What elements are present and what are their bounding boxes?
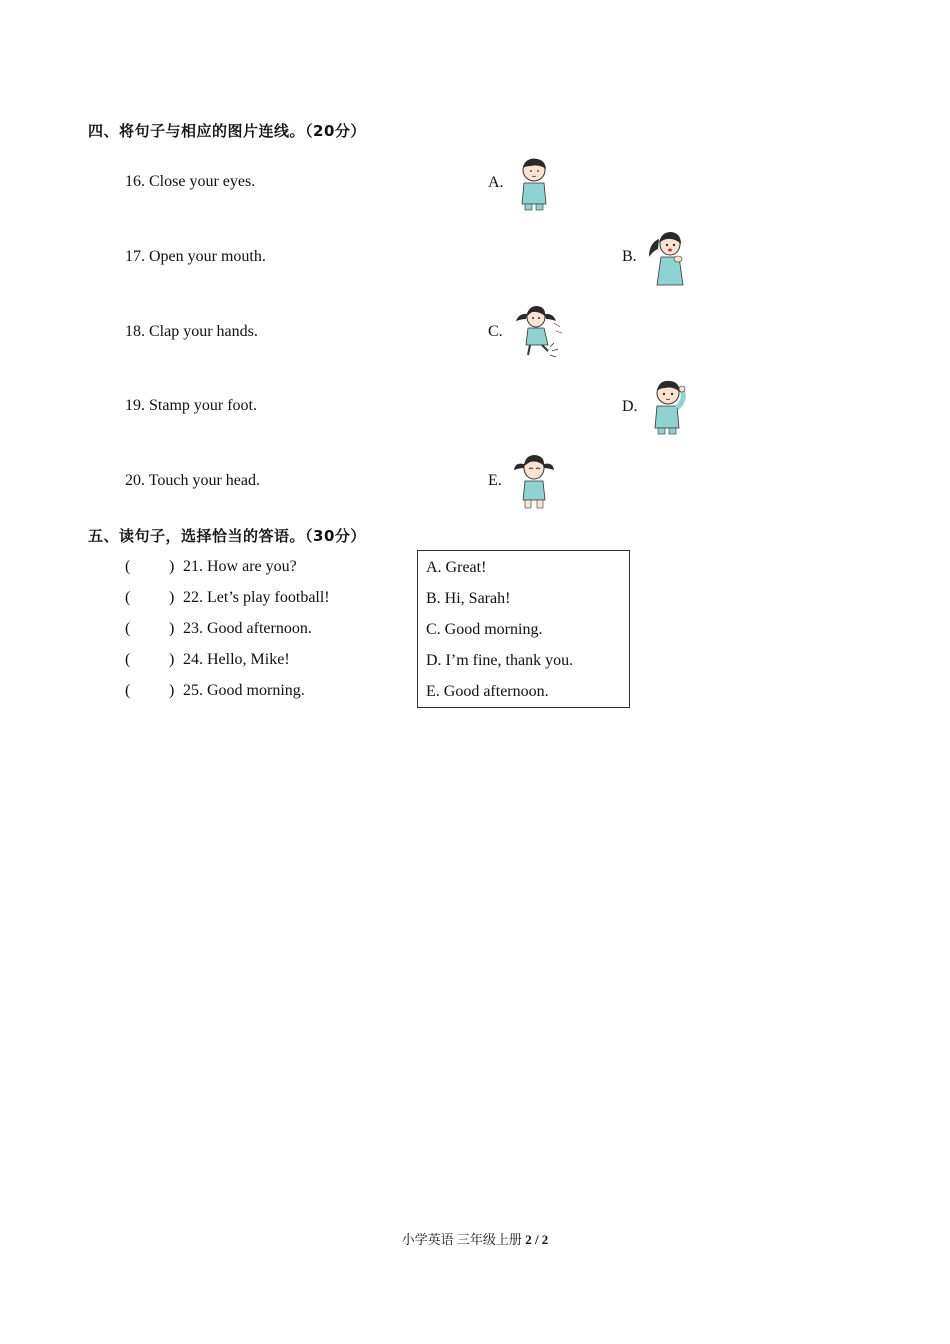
match-sentence-19: 19. Stamp your foot. (125, 397, 257, 414)
boy-touching-head-figure-icon (644, 378, 694, 436)
answer-blank-open: ( (125, 620, 131, 637)
answer-blank-open: ( (125, 558, 131, 575)
match-sentence-16: 16. Close your eyes. (125, 173, 256, 190)
page-footer (0, 1229, 950, 1248)
question-text-25: 25. Good morning. (183, 682, 305, 699)
option-a-letter: A. (488, 174, 504, 191)
option-b-letter: B. (622, 248, 637, 265)
section-5-title: 五、读句子，选择恰当的答语。（30分） (88, 527, 366, 545)
answer-option-a: A. Great! (426, 559, 487, 576)
answer-blank-close: ) (169, 589, 175, 606)
answer-blank-close: ) (169, 558, 175, 575)
girl-ponytail-figure-icon (643, 229, 693, 287)
question-text-24: 24. Hello, Mike! (183, 651, 290, 668)
answer-option-b: B. Hi, Sarah! (426, 590, 511, 607)
question-text-22: 22. Let’s play football! (183, 589, 330, 606)
answer-option-c: C. Good morning. (426, 621, 543, 638)
answer-option-d: D. I’m fine, thank you. (426, 652, 574, 669)
answer-option-e: E. Good afternoon. (426, 683, 549, 700)
answer-blank-close: ) (169, 651, 175, 668)
option-c-letter: C. (488, 323, 503, 340)
footer-label: 小学英语 三年级上册 (401, 1232, 522, 1247)
match-sentence-17: 17. Open your mouth. (125, 248, 266, 265)
answer-blank-open: ( (125, 682, 131, 699)
option-d-letter: D. (622, 398, 638, 415)
answer-blank-close: ) (169, 682, 175, 699)
girl-pigtails-figure-icon (509, 452, 559, 512)
answer-options-box (417, 550, 630, 708)
question-text-23: 23. Good afternoon. (183, 620, 312, 637)
answer-blank-open: ( (125, 651, 131, 668)
answer-blank-close: ) (169, 620, 175, 637)
match-sentence-20: 20. Touch your head. (125, 472, 260, 489)
boy-figure-icon (509, 156, 559, 212)
answer-blank-open: ( (125, 589, 131, 606)
question-text-21: 21. How are you? (183, 558, 297, 575)
page-number: 2 / 2 (525, 1232, 549, 1247)
option-e-letter: E. (488, 472, 502, 489)
girl-stamping-figure-icon (510, 303, 568, 361)
section-4-title: 四、将句子与相应的图片连线。（20分） (88, 122, 366, 140)
match-sentence-18: 18. Clap your hands. (125, 323, 258, 340)
